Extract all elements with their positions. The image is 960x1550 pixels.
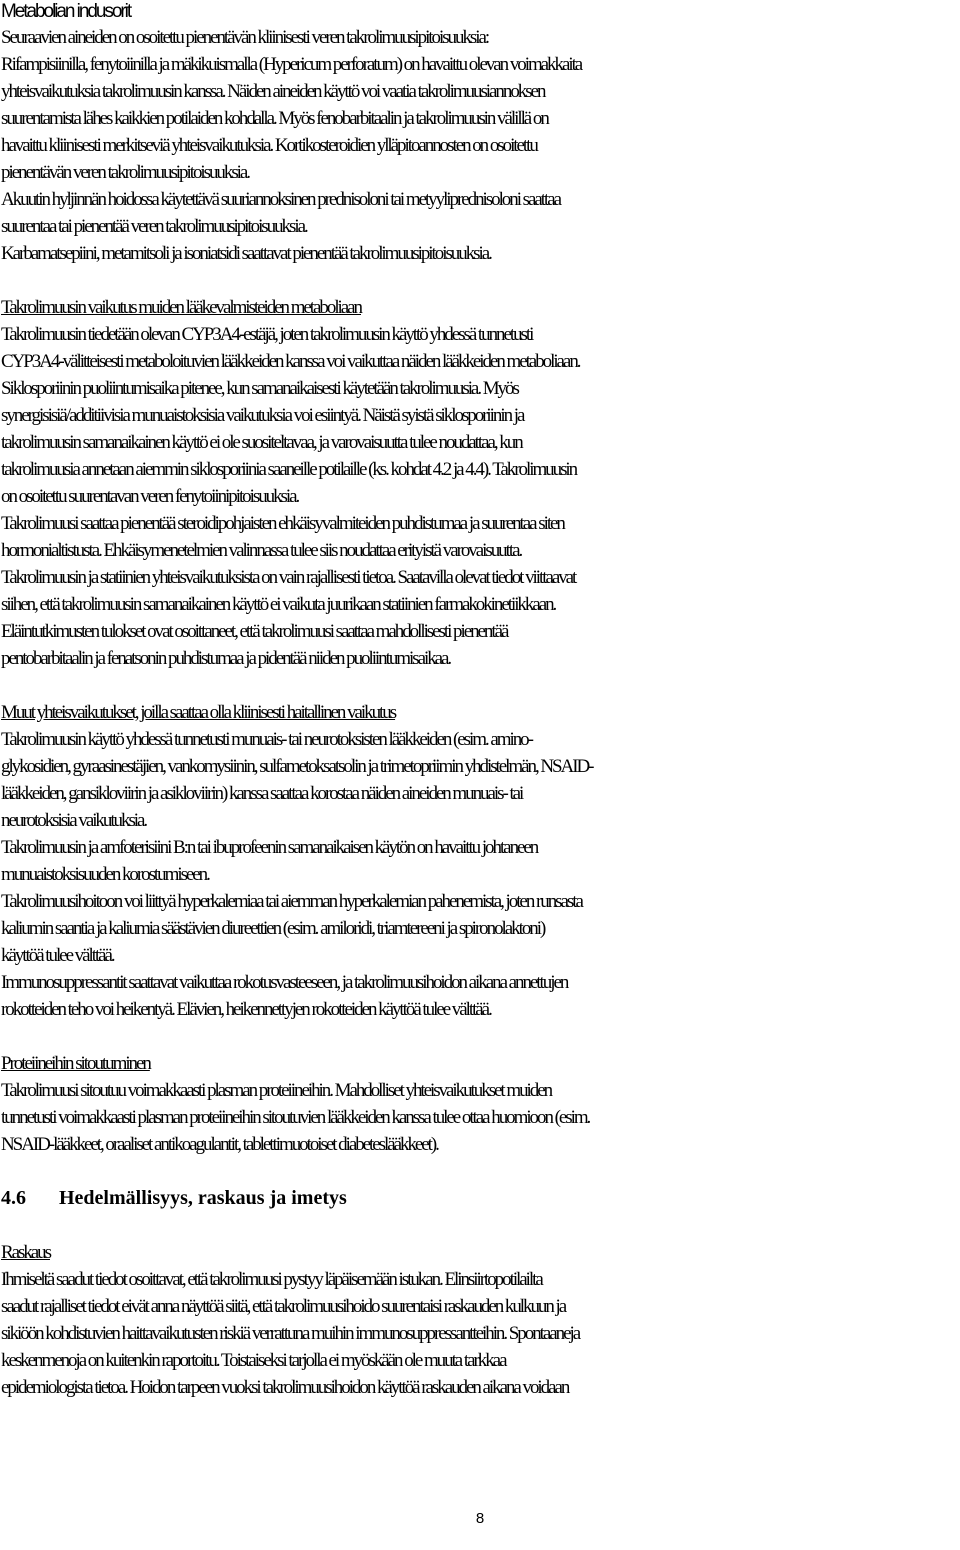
section-other-interactions (1, 699, 958, 1023)
spacer (1, 1212, 958, 1239)
paragraph-protein-binding (1, 1077, 958, 1158)
text-line: suurentaa tai pienentää veren takrolimuusipitoisuuksia. (1, 216, 307, 237)
spacer (1, 672, 958, 699)
text-line: Akuutin hyljinnän hoidossa käytettävä suuriannoksinen prednisoloni tai metyyliprednisoloni saattaa (1, 189, 560, 210)
paragraph-other-interactions (1, 726, 958, 1023)
text-line: kaliumin saantia ja kaliumia säästävien diureettien (esim. amiloridi, triamtereeni ja spironolaktoni) (1, 918, 545, 939)
text-line: Takrolimuusihoitoon voi liittyä hyperkalemiaa tai aiemman hyperkalemian pahenemista, joten runsasta (1, 891, 582, 912)
heading-metabolic-inducers: Metabolian indusorit (1, 1, 131, 22)
text-line: Seuraavien aineiden on osoitettu pienentävän kliinisesti veren takrolimuusipitoisuuksia: (1, 27, 489, 48)
text-line: Takrolimuusin tiedetään olevan CYP3A4-estäjä, joten takrolimuusin käyttö yhdessä tunnetusti (1, 324, 533, 345)
heading-pregnancy: Raskaus (1, 1242, 50, 1263)
text-line: NSAID-lääkkeet, oraaliset antikoagulantit, tablettimuotoiset diabeteslääkkeet). (1, 1134, 438, 1155)
section-effect-on-other-drugs (1, 294, 958, 672)
text-line: neurotoksisia vaikutuksia. (1, 810, 147, 831)
heading-other-interactions: Muut yhteisvaikutukset, joilla saattaa olla kliinisesti haitallinen vaikutus (1, 702, 396, 723)
text-line: synergisisiä/additiivisia munuaistoksisia vaikutuksia voi esiintyä. Näistä syistä siklosporiinin ja (1, 405, 524, 426)
text-line: Takrolimuusin käyttö yhdessä tunnetusti munuais- tai neurotoksisten lääkkeiden (esim. amino- (1, 729, 532, 750)
text-line: sikiöön kohdistuvien haittavaikutusten riskiä verrattuna muihin immunosuppressantteihin. Spontaaneja (1, 1323, 580, 1344)
text-line: Ihmiseltä saadut tiedot osoittavat, että takrolimuusi pystyy läpäisemään istukan. Elinsiirtopotilailta (1, 1269, 542, 1290)
text-line: pentobarbitaalin ja fenatsonin puhdistumaa ja pidentää niiden puoliintumisaikaa. (1, 648, 451, 669)
spacer (1, 267, 958, 294)
text-line: takrolimuusin samanaikainen käyttö ei ole suositeltavaa, ja varovaisuutta tulee noudattaa, kun (1, 432, 522, 453)
section-protein-binding (1, 1050, 958, 1158)
text-line: epidemiologista tietoa. Hoidon tarpeen vuoksi takrolimuusihoidon käyttöä raskauden aikana voidaan (1, 1377, 569, 1398)
text-line: rokotteiden teho voi heikentyä. Elävien, heikennettyjen rokotteiden käyttöä tulee välttää. (1, 999, 491, 1020)
text-line: tunnetusti voimakkaasti plasman proteiineihin sitoutuvien lääkkeiden kanssa tulee ottaa huomioon (esim. (1, 1107, 590, 1128)
text-line: pienentävän veren takrolimuusipitoisuuksia. (1, 162, 249, 183)
text-line: glykosidien, gyraasinestäjien, vankomysiinin, sulfametoksatsolin ja trimetopriimin yhdistelmän, NSAID- (1, 756, 593, 777)
text-line: Takrolimuusin ja statiinien yhteisvaikutuksista on vain rajallisesti tietoa. Saatavilla olevat tiedot viittaavat (1, 567, 576, 588)
text-line: on osoitettu suurentavan veren fenytoiinipitoisuuksia. (1, 486, 299, 507)
text-line: Takrolimuusi saattaa pienentää steroidipohjaisten ehkäisyvalmiteiden puhdistumaa ja suurentaa siten (1, 513, 564, 534)
text-line: Takrolimuusin ja amfoterisiini B:n tai ibuprofeenin samanaikaisen käytön on havaittu johtaneen (1, 837, 538, 858)
text-line: keskenmenoja on kuitenkin raportoitu. Toistaiseksi tarjolla ei myöskään ole muuta tarkkaa (1, 1350, 506, 1371)
heading-effect-on-other-drugs: Takrolimuusin vaikutus muiden lääkevalmisteiden metaboliaan (1, 297, 361, 318)
text-line: siihen, että takrolimuusin samanaikainen käyttö ei vaikuta juurikaan statiinien farmakokinetiikkaan. (1, 594, 556, 615)
text-line: Eläintutkimusten tulokset ovat osoittaneet, että takrolimuusi saattaa mahdollisesti pienentää (1, 621, 508, 642)
text-line: havaittu kliinisesti merkitseviä yhteisvaikutuksia. Kortikosteroidien ylläpitoannosten on osoitettu (1, 135, 537, 156)
paragraph-effect-on-other-drugs (1, 321, 958, 672)
section-number: 4.6 (1, 1187, 26, 1209)
paragraph-metabolic-inducers (1, 24, 958, 267)
section-title: Hedelmällisyys, raskaus ja imetys (59, 1187, 347, 1209)
text-line: CYP3A4-välitteisesti metaboloituvien lääkkeiden kanssa voi vaikuttaa näiden lääkkeiden metaboliaan. (1, 351, 580, 372)
page-number: 8 (475, 1510, 485, 1527)
section-heading-4-6 (1, 1185, 958, 1212)
text-line: Siklosporiinin puoliintumisaika pitenee, kun samanaikaisesti käytetään takrolimuusia. Myös (1, 378, 518, 399)
heading-protein-binding: Proteiineihin sitoutuminen (1, 1053, 150, 1074)
text-line: hormonialtistusta. Ehkäisymenetelmien valinnassa tulee siis noudattaa erityistä varovaisuutta. (1, 540, 522, 561)
section-metabolic-inducers (1, 0, 958, 267)
section-pregnancy (1, 1239, 958, 1401)
spacer (1, 1023, 958, 1050)
text-line: munuaistoksisuuden korostumiseen. (1, 864, 209, 885)
text-line: takrolimuusia annetaan aiemmin siklosporiinia saaneille potilaille (ks. kohdat 4.2 ja 4.4). Takrolimuusin (1, 459, 577, 480)
text-line: suurentamista lähes kaikkien potilaiden kohdalla. Myös fenobarbitaalin ja takrolimuusin välillä on (1, 108, 548, 129)
paragraph-pregnancy (1, 1266, 958, 1401)
text-line: saadut rajalliset tiedot eivät anna näyttöä siitä, että takrolimuusihoido suurentaisi raskauden kulkuun ja (1, 1296, 566, 1317)
spacer (1, 1158, 958, 1185)
text-line: Rifampisiinilla, fenytoiinilla ja mäkikuismalla (Hypericum perforatum) on havaittu olevan voimakkaita (1, 54, 582, 75)
text-line: yhteisvaikutuksia takrolimuusin kanssa. Näiden aineiden käyttö voi vaatia takrolimuusiannoksen (1, 81, 545, 102)
text-line: käyttöä tulee välttää. (1, 945, 114, 966)
text-line: Immunosuppressantit saattavat vaikuttaa rokotusvasteeseen, ja takrolimuusihoidon aikana annettujen (1, 972, 568, 993)
text-line: Karbamatsepiini, metamitsoli ja isoniatsidi saattavat pienentää takrolimuusipitoisuuksia. (1, 243, 491, 264)
text-line: Takrolimuusi sitoutuu voimakkaasti plasman proteiineihin. Mahdolliset yhteisvaikutukset muiden (1, 1080, 552, 1101)
text-line: lääkkeiden, gansikloviirin ja asikloviirin) kanssa saattaa korostaa näiden aineiden munuais- tai (1, 783, 523, 804)
